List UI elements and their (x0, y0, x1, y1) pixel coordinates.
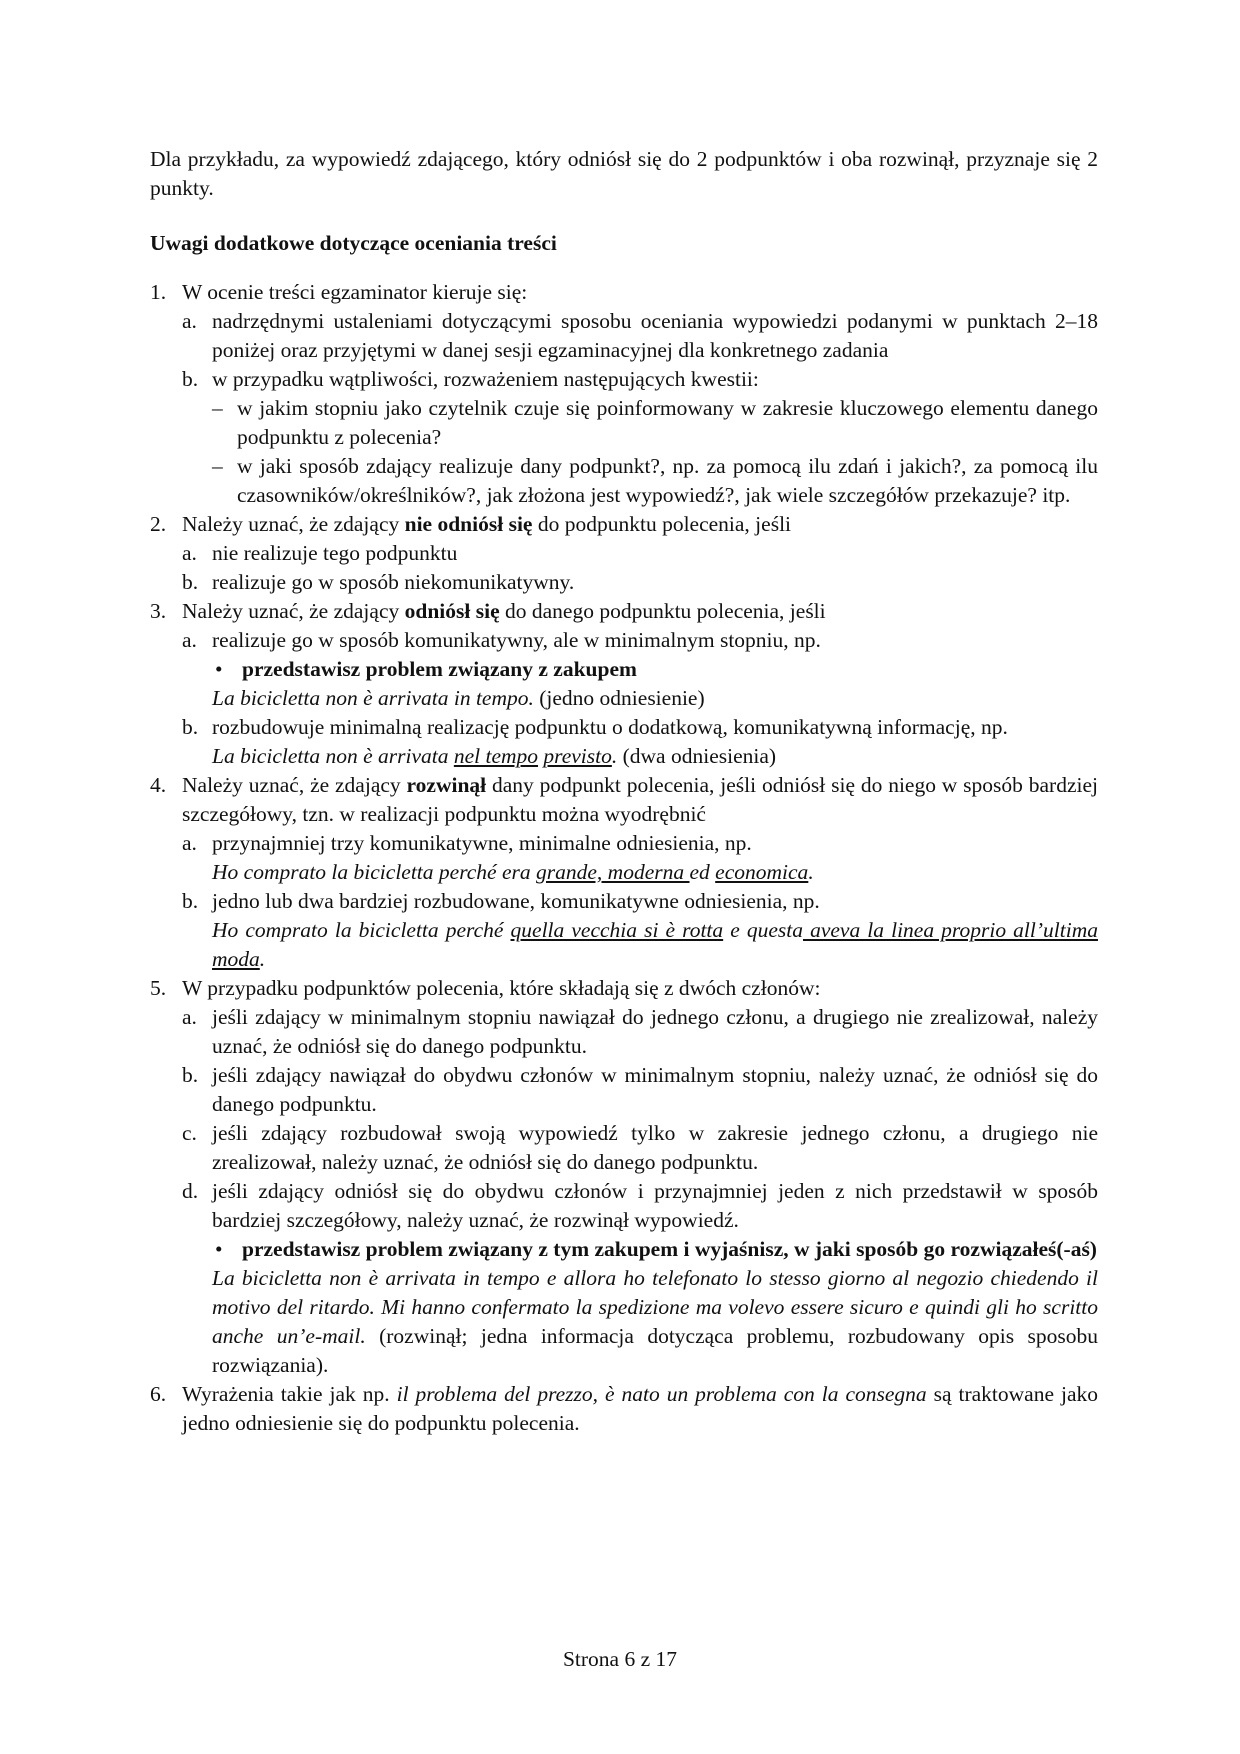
remark-2-b (150, 568, 1098, 597)
remark-text-post: dany podpunkt polecenia, jeśli odniósł się do niego w sposób bardziej szczegółowy, tzn. w realizacji podpunktu można wyodrębnić (182, 773, 1098, 826)
remark-2-a (150, 539, 1098, 568)
item-letter: c. (182, 1121, 197, 1145)
example-underlined: previsto (543, 744, 612, 768)
remark-1 (150, 278, 1098, 307)
remark-5-c (150, 1119, 1098, 1177)
remark-text-post: do podpunktu polecenia, jeśli (532, 512, 792, 536)
example-italic: . (808, 860, 814, 884)
bullet-marker: • (215, 657, 223, 681)
item-letter: a. (182, 541, 197, 565)
remark-text: W ocenie treści egzaminator kieruje się: (182, 280, 528, 304)
section-heading: Uwagi dodatkowe dotyczące oceniania treści (150, 231, 557, 255)
dash-item-1 (150, 394, 1098, 452)
example-underlined: economica (715, 860, 809, 884)
item-text: realizuje go w sposób niekomunikatywny. (212, 570, 575, 594)
remark-text-pre: Należy uznać, że zdający (182, 512, 405, 536)
remark-text-italic: il problema del prezzo, è nato un problema con la consegna (396, 1382, 927, 1406)
item-letter: b. (182, 1063, 199, 1087)
dash-item-2 (150, 452, 1098, 510)
dash-text: w jaki sposób zdający realizuje dany podpunkt?, np. za pomocą ilu zdań i jakich?, za pomocą ilu czasowników/określników?, jak złożona jest wypowiedź?, jak wiele szczegółów przekazuje? itp. (237, 454, 1098, 507)
remark-1-a (150, 307, 1098, 365)
page-content (150, 145, 1098, 1438)
remark-4 (150, 771, 1098, 829)
remark-number: 5. (150, 976, 167, 1000)
remark-6 (150, 1380, 1098, 1438)
item-text: jedno lub dwa bardziej rozbudowane, komunikatywne odniesienia, np. (212, 889, 820, 913)
item-letter: b. (182, 570, 199, 594)
dash-marker: – (212, 454, 223, 478)
bullet-marker: • (215, 1237, 223, 1261)
remark-text-bold: nie odniósł się (404, 512, 533, 536)
example-note: (rozwinął; jedna informacja dotycząca problemu, rozbudowany opis sposobu rozwiązania). (212, 1324, 1098, 1377)
remark-5 (150, 974, 1098, 1003)
example-italic: . (259, 947, 266, 971)
remark-text-post: są traktowane jako jedno odniesienie się do podpunktu polecenia. (182, 1382, 1098, 1435)
item-text: nadrzędnymi ustaleniami dotyczącymi sposobu oceniania wypowiedzi podanymi w punktach 2–18 poniżej oraz przyjętymi w danej sesji egzaminacyjnej dla konkretnego zadania (212, 309, 1098, 362)
remark-text-pre: Wyrażenia takie jak np. (182, 1382, 397, 1406)
dash-marker: – (212, 396, 223, 420)
remark-4-a (150, 829, 1098, 858)
example-underlined: quella vecchia si è rotta (510, 918, 724, 942)
remark-text-pre: Należy uznać, że zdający (182, 773, 407, 797)
remark-3 (150, 597, 1098, 626)
remark-5-a (150, 1003, 1098, 1061)
example-underlined: aveva la linea proprio all’ultima moda (212, 918, 1098, 971)
remark-3-b (150, 713, 1098, 742)
remark-3-a (150, 626, 1098, 655)
remark-number: 3. (150, 599, 167, 623)
example-note: (jedno odniesienie) (533, 686, 705, 710)
example-italic: Ho comprato la bicicletta perché (212, 918, 511, 942)
example-note: (dwa odniesienia) (617, 744, 777, 768)
remark-text-bold: rozwinął (406, 773, 487, 797)
item-text: jeśli zdający w minimalnym stopniu nawiązał do jednego członu, a drugiego nie zrealizował, należy uznać, że odniósł się do danego podpunktu. (212, 1005, 1098, 1058)
example-italic: e questa (723, 918, 803, 942)
remark-text-bold: odniósł się (404, 599, 500, 623)
item-letter: a. (182, 831, 197, 855)
item-letter: a. (182, 1005, 197, 1029)
bullet-text: przedstawisz problem związany z tym zakupem i wyjaśnisz, w jaki sposób go rozwiązałeś(-aś) (242, 1237, 1097, 1261)
item-letter: b. (182, 367, 199, 391)
example-italic: ed (689, 860, 716, 884)
item-text: jeśli zdający odniósł się do obydwu członów i przynajmniej jeden z nich przedstawił w sposób bardziej szczegółowy, należy uznać, że rozwinął wypowiedź. (212, 1179, 1098, 1232)
example-italic: . (611, 744, 618, 768)
remark-number: 6. (150, 1382, 167, 1406)
remark-number: 2. (150, 512, 167, 536)
remarks-list (150, 278, 1098, 1438)
item-letter: a. (182, 309, 197, 333)
item-letter: b. (182, 889, 199, 913)
intro-paragraph: Dla przykładu, za wypowiedź zdającego, który odniósł się do 2 podpunktów i oba rozwinął, przyznaje się 2 punkty. (150, 147, 1098, 200)
remark-number: 1. (150, 280, 167, 304)
bullet-task-2 (150, 1235, 1098, 1264)
bullet-task-1 (150, 655, 1098, 684)
item-letter: b. (182, 715, 199, 739)
example-italic: La bicicletta non è arrivata in tempo e allora ho telefonato lo stesso giorno al negozio chiedendo il motivo del ritardo. Mi hanno confermato la spedizione ma volevo essere sicuro e quindi gli ho scritto anche un’e-mail. (212, 1266, 1098, 1348)
remark-number: 4. (150, 773, 167, 797)
item-letter: a. (182, 628, 197, 652)
bullet-text: przedstawisz problem związany z zakupem (242, 657, 637, 681)
item-text: jeśli zdający nawiązał do obydwu członów w minimalnym stopniu, należy uznać, że odniósł się do danego podpunktu. (212, 1063, 1098, 1116)
item-text: w przypadku wątpliwości, rozważeniem następujących kwestii: (212, 367, 759, 391)
example-3 (150, 858, 1098, 887)
item-text: realizuje go w sposób komunikatywny, ale w minimalnym stopniu, np. (212, 628, 821, 652)
page-footer: Strona 6 z 17 (562, 1647, 678, 1671)
example-italic: La bicicletta non è arrivata (212, 744, 454, 768)
item-letter: d. (182, 1179, 199, 1203)
item-text: przynajmniej trzy komunikatywne, minimalne odniesienia, np. (212, 831, 752, 855)
remark-2 (150, 510, 1098, 539)
item-text: nie realizuje tego podpunktu (212, 541, 458, 565)
remark-1-b (150, 365, 1098, 394)
item-text: jeśli zdający rozbudował swoją wypowiedź tylko w zakresie jednego członu, a drugiego nie zrealizował, należy uznać, że odniósł się do danego podpunktu. (212, 1121, 1098, 1174)
remark-text: W przypadku podpunktów polecenia, które składają się z dwóch członów: (182, 976, 821, 1000)
remark-text-post: do danego podpunktu polecenia, jeśli (499, 599, 826, 623)
remark-text-pre: Należy uznać, że zdający (182, 599, 405, 623)
example-4 (150, 916, 1098, 974)
example-2 (150, 742, 1098, 771)
item-text: rozbudowuje minimalną realizację podpunktu o dodatkową, komunikatywną informację, np. (212, 715, 1008, 739)
remark-4-b (150, 887, 1098, 916)
example-1 (150, 684, 1098, 713)
example-underlined: grande, moderna (536, 860, 690, 884)
example-italic: Ho comprato la bicicletta perché era (212, 860, 537, 884)
remark-5-d (150, 1177, 1098, 1235)
remark-5-b (150, 1061, 1098, 1119)
example-5 (150, 1264, 1098, 1380)
example-italic: La bicicletta non è arrivata in tempo. (212, 686, 534, 710)
example-underlined: nel tempo (453, 744, 539, 768)
dash-text: w jakim stopniu jako czytelnik czuje się poinformowany w zakresie kluczowego elementu danego podpunktu z polecenia? (237, 396, 1098, 449)
